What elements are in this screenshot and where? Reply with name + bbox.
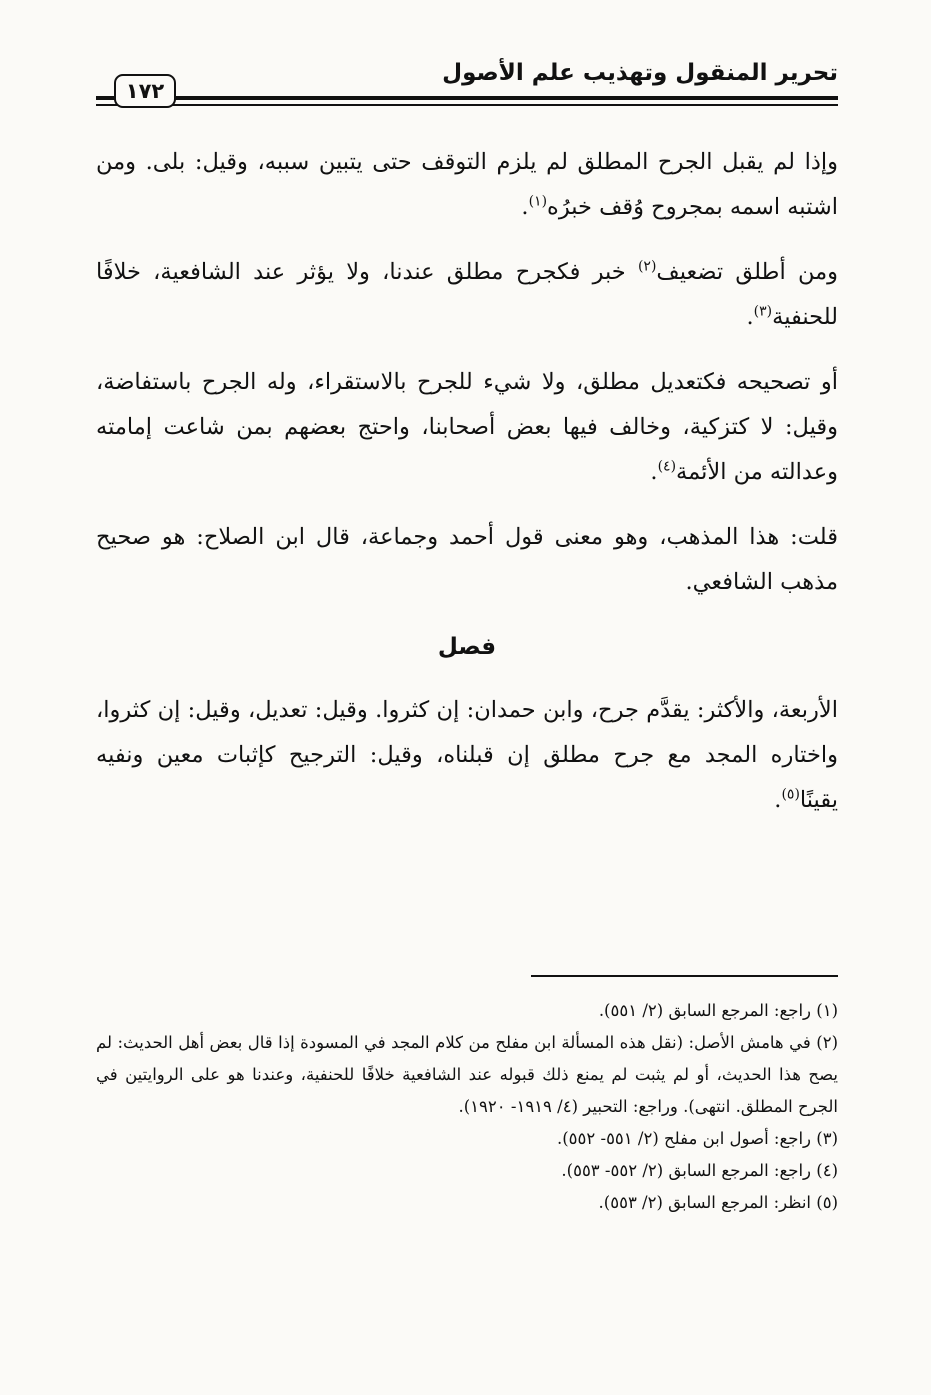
page-number-frame — [96, 74, 192, 108]
footnote-text: راجع: المرجع السابق (٢/ ٥٥١). — [598, 1001, 811, 1020]
section-heading: فصل — [437, 634, 497, 660]
paragraph-1-text: وإذا لم يقبل الجرح المطلق لم يلزم التوقف حتى يتبين سببه، وقيل: بلى. ومن اشتبه اسمه بمجروح وُقف خبرُه — [96, 149, 838, 220]
paragraph-5-end: . — [774, 787, 782, 813]
header-rule-thin — [96, 104, 838, 106]
paragraph-3 — [96, 360, 838, 495]
footnote-ref-3[interactable]: (٣) — [753, 303, 773, 320]
paragraph-4: قلت: هذا المذهب، وهو معنى قول أحمد وجماعة، قال ابن الصلاح: هو صحيح مذهب الشافعي. — [96, 524, 838, 595]
running-title: تحرير المنقول وتهذيب علم الأصول — [442, 60, 838, 86]
footnote-4 — [96, 1155, 838, 1187]
footnote-1 — [96, 995, 838, 1027]
footnote-text: راجع: المرجع السابق (٢/ ٥٥٢- ٥٥٣). — [561, 1161, 811, 1180]
footnote-ref-4[interactable]: (٤) — [657, 458, 677, 475]
footnotes — [96, 995, 838, 1219]
footnote-number: (٥) — [816, 1193, 838, 1212]
paragraph-5-text: الأربعة، والأكثر: يقدَّم جرح، وابن حمدان: إن كثروا. وقيل: تعديل، وقيل: إن كثروا، واختاره المجد مع جرح مطلق إن قبلناه، وقيل: الترجيح كإثبات معين ونفيه يقينًا — [96, 697, 838, 813]
paragraph-2-text-b: خبر فكجرح مطلق عندنا، ولا يؤثر عند الشافعية، خلافًا للحنفية — [96, 259, 838, 330]
footnote-ref-2[interactable]: (٢) — [637, 258, 657, 275]
paragraph-3-end: . — [650, 459, 658, 485]
footnote-separator — [531, 975, 838, 977]
paragraph-1-end: . — [521, 194, 529, 220]
page-number: ١٧٢ — [114, 74, 176, 108]
footnote-number: (٢) — [816, 1033, 838, 1052]
footnote-number: (٣) — [816, 1129, 838, 1148]
page-header — [96, 52, 838, 112]
paragraph-2 — [96, 250, 838, 340]
footnote-text: انظر: المرجع السابق (٢/ ٥٥٣). — [598, 1193, 811, 1212]
paragraph-2-text-a: ومن أطلق تضعيف — [656, 259, 838, 285]
paragraph-3-text: أو تصحيحه فكتعديل مطلق، ولا شيء للجرح بالاستقراء، وله الجرح باستفاضة، وقيل: لا كتزكية، وخالف فيها بعض أصحابنا، واحتج بعضهم بمن شاعت إمامته وعدالته من الأئمة — [96, 369, 838, 485]
footnote-number: (١) — [816, 1001, 838, 1020]
footnote-3 — [96, 1123, 838, 1155]
footnote-ref-5[interactable]: (٥) — [781, 786, 800, 803]
footnote-2 — [96, 1027, 838, 1123]
footnote-number: (٤) — [816, 1161, 838, 1180]
paragraph-1 — [96, 140, 838, 230]
header-rule-thick — [96, 96, 838, 100]
footnote-5 — [96, 1187, 838, 1219]
footnote-text: في هامش الأصل: (نقل هذه المسألة ابن مفلح من كلام المجد في المسودة إذا قال بعض أهل الحديث: لم يصح هذا الحديث، أو لم يثبت لم يمنع ذلك قبوله عند الشافعية خلافًا للحنفية، وعندنا هو على الروايتين في الجرح المطلق. انتهى). وراجع: التحبير (٤/ ١٩١٩- ١٩٢٠). — [96, 1033, 838, 1116]
footnote-ref-1[interactable]: (١) — [528, 193, 548, 210]
paragraph-2-end: . — [746, 304, 754, 330]
footnote-text: راجع: أصول ابن مفلح (٢/ ٥٥١- ٥٥٢). — [556, 1129, 811, 1148]
paragraph-5 — [96, 688, 838, 823]
main-text — [96, 140, 838, 843]
